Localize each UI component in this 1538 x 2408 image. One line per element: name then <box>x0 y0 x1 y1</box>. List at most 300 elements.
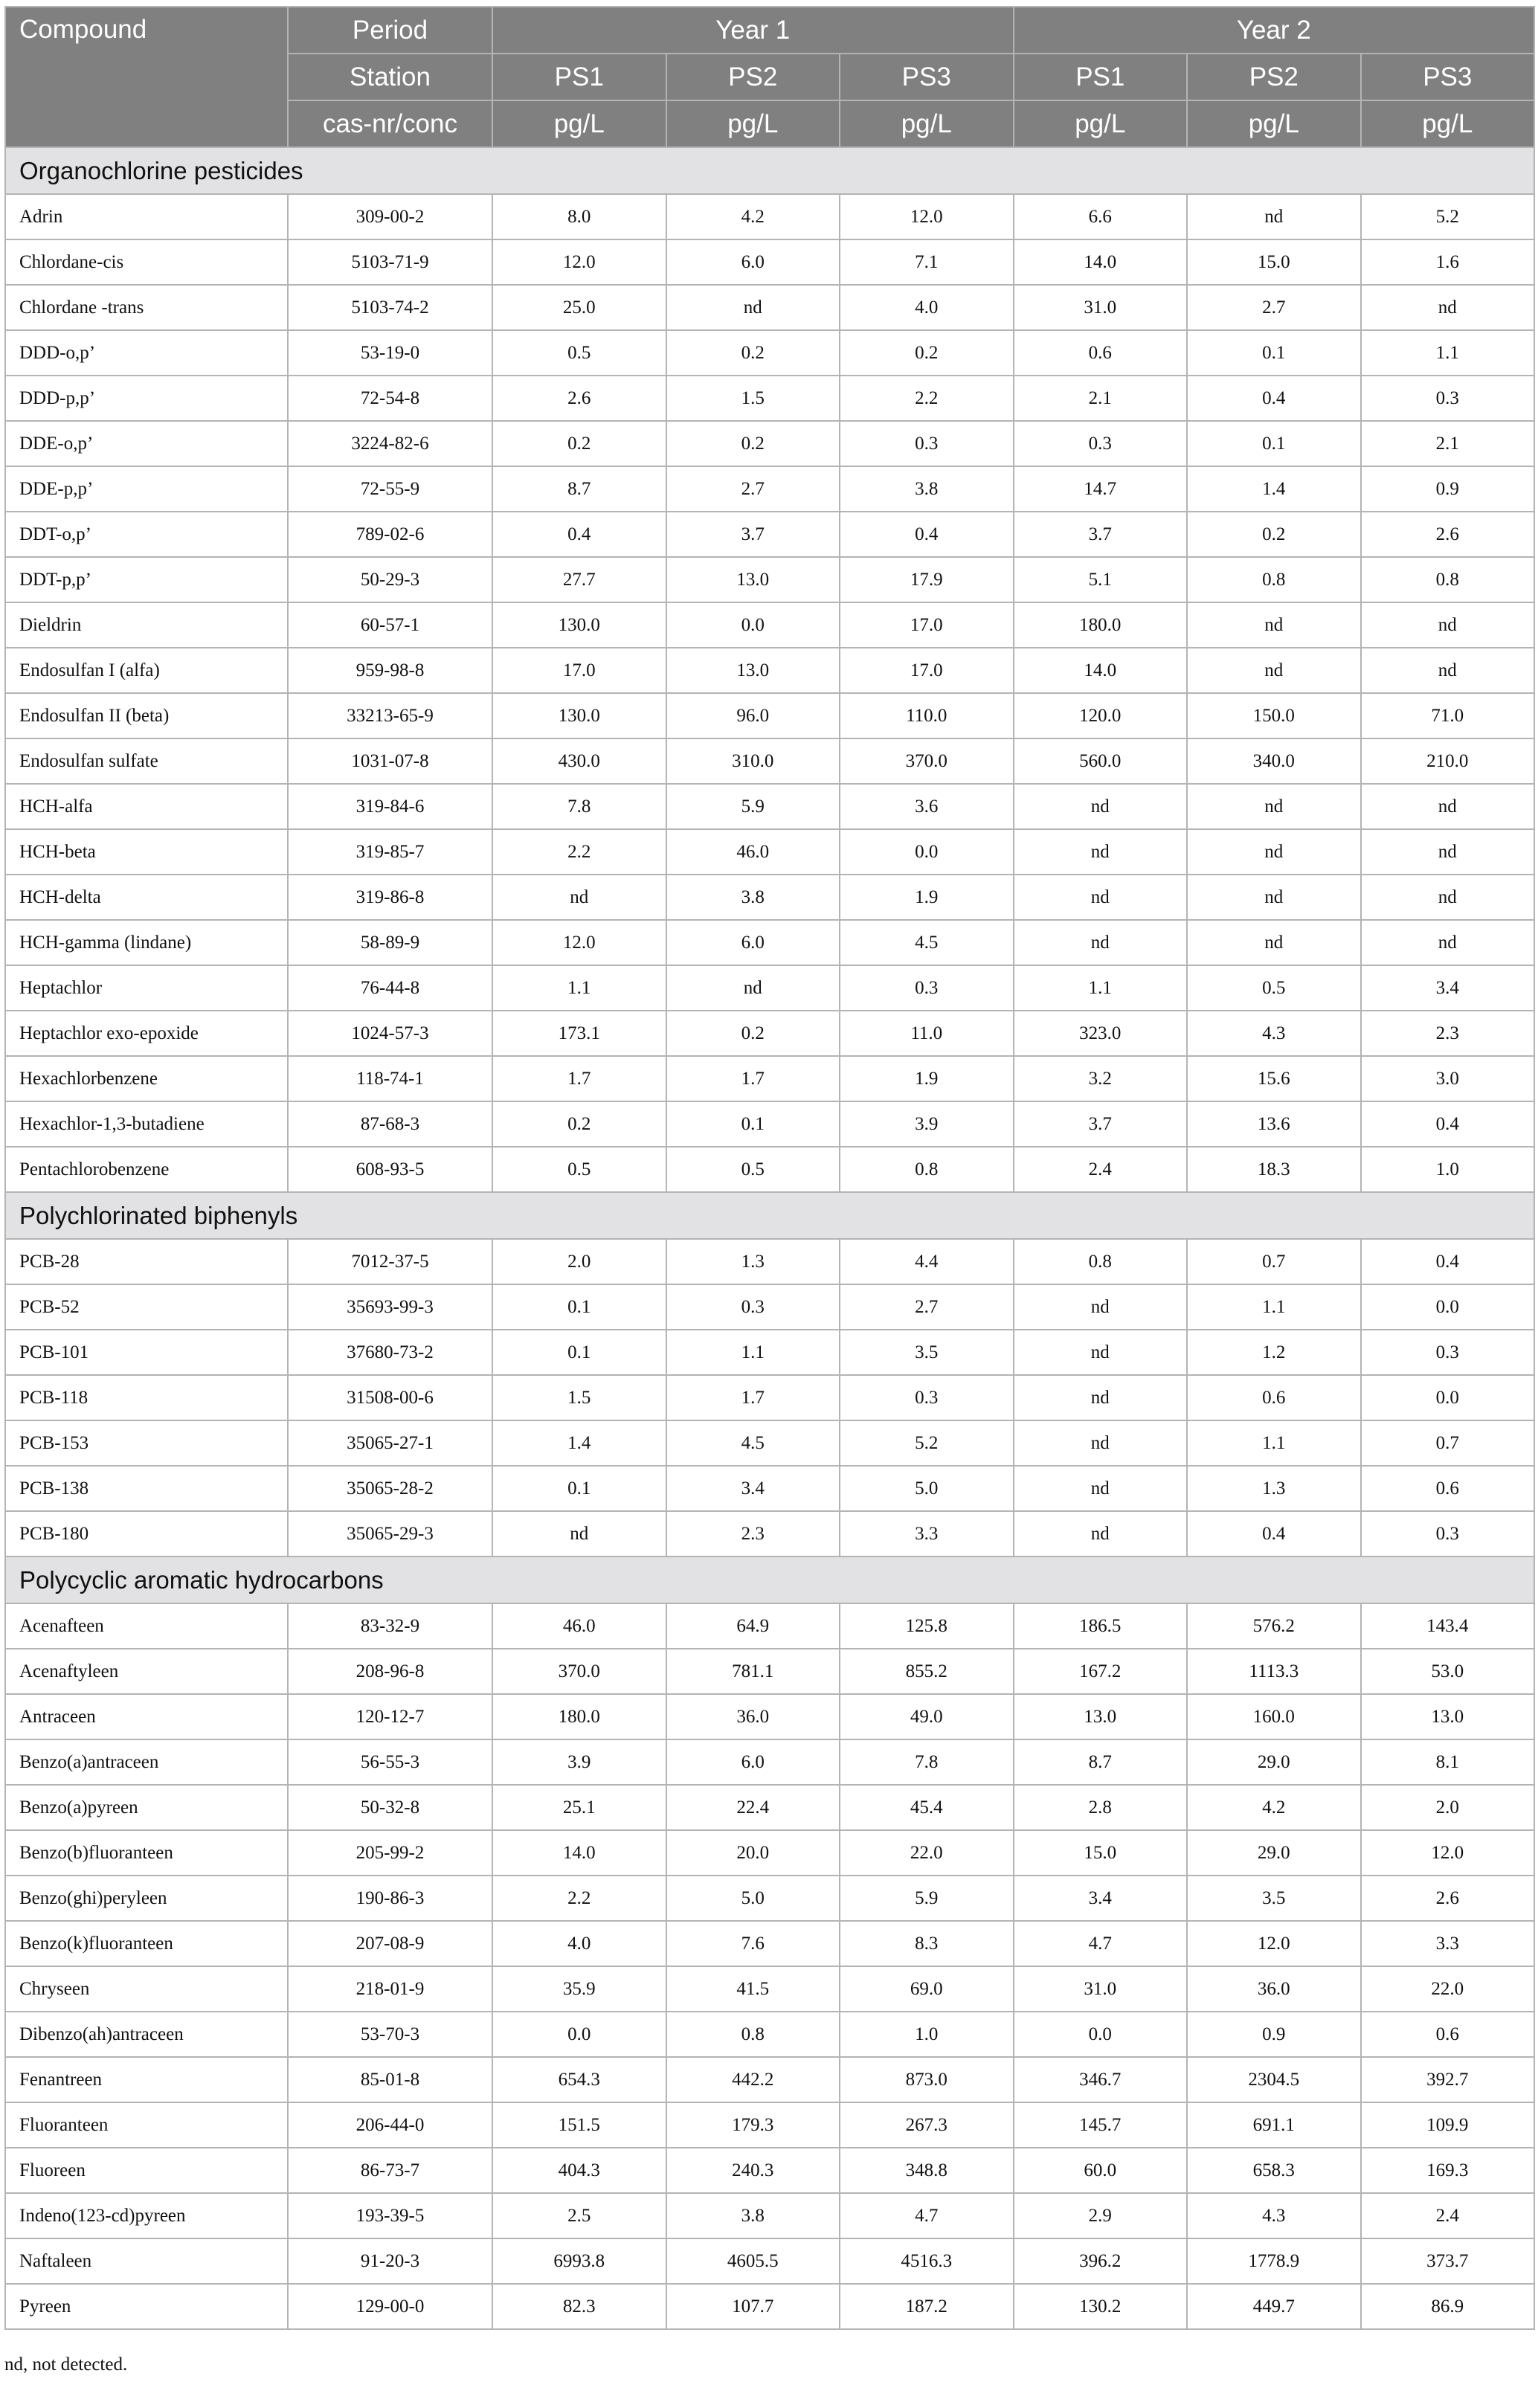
concentration-cell: 186.5 <box>1014 1603 1188 1649</box>
concentration-cell: 691.1 <box>1187 2102 1361 2148</box>
concentration-cell: 96.0 <box>666 693 840 738</box>
concentration-cell: 20.0 <box>666 1830 840 1876</box>
concentration-cell: 4.0 <box>840 285 1014 330</box>
concentration-cell: 0.1 <box>492 1466 666 1511</box>
concentration-cell: 120.0 <box>1014 693 1188 738</box>
table-row <box>5 1011 1534 1056</box>
concentration-cell: nd <box>1014 1375 1188 1420</box>
concentration-cell: 3.7 <box>666 512 840 557</box>
cas-number-cell: 60-57-1 <box>288 602 492 648</box>
cas-number-cell: 58-89-9 <box>288 920 492 965</box>
concentration-cell: 873.0 <box>840 2057 1014 2102</box>
table-row <box>5 1739 1534 1785</box>
table-row <box>5 194 1534 239</box>
concentration-cell: nd <box>1361 648 1535 693</box>
concentration-cell: 2.0 <box>1361 1785 1535 1830</box>
table-row <box>5 1284 1534 1330</box>
concentration-cell: 14.7 <box>1014 466 1188 512</box>
section-row <box>5 147 1534 194</box>
concentration-cell: 173.1 <box>492 1011 666 1056</box>
header-unit-y1-ps2: pg/L <box>666 100 840 147</box>
concentration-cell: 17.0 <box>840 602 1014 648</box>
concentration-cell: 1.5 <box>492 1375 666 1420</box>
concentration-cell: 1.0 <box>1361 1147 1535 1192</box>
table-row <box>5 648 1534 693</box>
concentration-cell: 15.6 <box>1187 1056 1361 1101</box>
cas-number-cell: 7012-37-5 <box>288 1239 492 1284</box>
concentration-cell: 4.3 <box>1187 1011 1361 1056</box>
concentration-cell: 167.2 <box>1014 1649 1188 1694</box>
concentration-cell: 169.3 <box>1361 2148 1535 2193</box>
concentration-cell: 0.2 <box>666 1011 840 1056</box>
table-row <box>5 1921 1534 1966</box>
concentration-cell: 0.1 <box>492 1330 666 1375</box>
compound-name-cell: Benzo(k)fluoranteen <box>5 1921 288 1966</box>
concentration-cell: 0.6 <box>1014 330 1188 376</box>
table-row <box>5 1694 1534 1739</box>
concentration-cell: 267.3 <box>840 2102 1014 2148</box>
compound-name-cell: Hexachlor-1,3-butadiene <box>5 1101 288 1147</box>
table-row <box>5 829 1534 875</box>
concentration-cell: 0.8 <box>1014 1239 1188 1284</box>
concentration-cell: 60.0 <box>1014 2148 1188 2193</box>
concentration-cell: 12.0 <box>1187 1921 1361 1966</box>
table-row <box>5 330 1534 376</box>
concentration-cell: 2.6 <box>1361 1876 1535 1921</box>
header-station: Station <box>288 54 492 100</box>
concentration-cell: 7.8 <box>840 1739 1014 1785</box>
table-row <box>5 1785 1534 1830</box>
compound-name-cell: PCB-118 <box>5 1375 288 1420</box>
concentration-cell: 2.7 <box>1187 285 1361 330</box>
concentration-cell: 2.2 <box>492 1876 666 1921</box>
table-row <box>5 965 1534 1011</box>
concentration-cell: nd <box>1187 829 1361 875</box>
concentration-cell: 180.0 <box>1014 602 1188 648</box>
compound-name-cell: Benzo(a)antraceen <box>5 1739 288 1785</box>
concentration-cell: 5.0 <box>840 1466 1014 1511</box>
table-row <box>5 875 1534 920</box>
concentration-cell: 0.2 <box>840 330 1014 376</box>
concentration-cell: nd <box>1361 875 1535 920</box>
concentration-cell: 0.3 <box>1361 1511 1535 1556</box>
concentration-cell: 5.2 <box>840 1420 1014 1466</box>
concentration-cell: 1.1 <box>1187 1284 1361 1330</box>
concentration-cell: 0.6 <box>1361 1466 1535 1511</box>
concentration-cell: 2.3 <box>1361 1011 1535 1056</box>
table-row <box>5 1830 1534 1876</box>
concentration-cell: 6.6 <box>1014 194 1188 239</box>
compound-name-cell: PCB-138 <box>5 1466 288 1511</box>
compound-name-cell: DDE-o,p’ <box>5 421 288 466</box>
concentration-cell: 3.8 <box>666 875 840 920</box>
section-title: Organochlorine pesticides <box>5 147 1534 194</box>
concentration-cell: 346.7 <box>1014 2057 1188 2102</box>
concentration-cell: nd <box>1187 602 1361 648</box>
table-row <box>5 1511 1534 1556</box>
concentration-cell: 0.2 <box>1187 512 1361 557</box>
concentration-cell: 396.2 <box>1014 2238 1188 2284</box>
table-row <box>5 693 1534 738</box>
concentration-cell: 0.4 <box>1361 1101 1535 1147</box>
concentration-cell: 25.1 <box>492 1785 666 1830</box>
concentration-cell: 46.0 <box>492 1603 666 1649</box>
header-row-period <box>5 7 1534 54</box>
compound-name-cell: Heptachlor <box>5 965 288 1011</box>
concentration-cell: 14.0 <box>1014 239 1188 285</box>
cas-number-cell: 85-01-8 <box>288 2057 492 2102</box>
concentration-cell: 29.0 <box>1187 1739 1361 1785</box>
concentration-cell: 71.0 <box>1361 693 1535 738</box>
concentration-cell: 2.8 <box>1014 1785 1188 1830</box>
concentration-cell: nd <box>1361 784 1535 829</box>
compound-name-cell: Fluoranteen <box>5 2102 288 2148</box>
cas-number-cell: 789-02-6 <box>288 512 492 557</box>
compound-name-cell: Benzo(a)pyreen <box>5 1785 288 1830</box>
cas-number-cell: 35693-99-3 <box>288 1284 492 1330</box>
concentration-cell: 1.5 <box>666 376 840 421</box>
header-unit-y1-ps3: pg/L <box>840 100 1014 147</box>
concentration-cell: 0.8 <box>840 1147 1014 1192</box>
concentration-cell: 2.9 <box>1014 2193 1188 2238</box>
table-row <box>5 512 1534 557</box>
compound-name-cell: Dieldrin <box>5 602 288 648</box>
cas-number-cell: 959-98-8 <box>288 648 492 693</box>
compound-name-cell: DDE-p,p’ <box>5 466 288 512</box>
concentration-cell: 35.9 <box>492 1966 666 2012</box>
concentration-cell: 2.1 <box>1014 376 1188 421</box>
concentration-cell: 49.0 <box>840 1694 1014 1739</box>
cas-number-cell: 205-99-2 <box>288 1830 492 1876</box>
cas-number-cell: 118-74-1 <box>288 1056 492 1101</box>
cas-number-cell: 72-55-9 <box>288 466 492 512</box>
concentration-cell: 0.0 <box>492 2012 666 2057</box>
concentration-cell: nd <box>492 875 666 920</box>
concentration-cell: nd <box>1014 920 1188 965</box>
section-row <box>5 1556 1534 1603</box>
cas-number-cell: 53-70-3 <box>288 2012 492 2057</box>
concentration-cell: 45.4 <box>840 1785 1014 1830</box>
concentration-cell: 17.0 <box>492 648 666 693</box>
concentration-cell: 0.3 <box>666 1284 840 1330</box>
compound-name-cell: HCH-alfa <box>5 784 288 829</box>
concentration-cell: 0.2 <box>666 330 840 376</box>
table-row <box>5 285 1534 330</box>
concentration-cell: nd <box>1014 1420 1188 1466</box>
concentration-cell: 0.1 <box>1187 330 1361 376</box>
section-title: Polycyclic aromatic hydrocarbons <box>5 1556 1534 1603</box>
header-station-y1-ps3: PS3 <box>840 54 1014 100</box>
concentration-cell: 0.5 <box>666 1147 840 1192</box>
concentration-cell: 1.4 <box>492 1420 666 1466</box>
concentration-cell: nd <box>666 965 840 1011</box>
concentration-cell: 0.3 <box>1361 1330 1535 1375</box>
concentration-cell: nd <box>1014 1511 1188 1556</box>
table-row <box>5 2057 1534 2102</box>
concentration-cell: 310.0 <box>666 738 840 784</box>
concentration-cell: 29.0 <box>1187 1830 1361 1876</box>
cas-number-cell: 50-29-3 <box>288 557 492 602</box>
concentration-cell: 1.1 <box>1361 330 1535 376</box>
header-unit-y2-ps2: pg/L <box>1187 100 1361 147</box>
cas-number-cell: 1031-07-8 <box>288 738 492 784</box>
concentration-cell: 2.7 <box>666 466 840 512</box>
concentration-cell: 107.7 <box>666 2284 840 2329</box>
concentration-cell: nd <box>1361 602 1535 648</box>
concentration-cell: 654.3 <box>492 2057 666 2102</box>
concentration-cell: 27.7 <box>492 557 666 602</box>
section-row <box>5 1192 1534 1239</box>
table-row <box>5 2284 1534 2329</box>
table-row <box>5 784 1534 829</box>
concentration-cell: 1.1 <box>1187 1420 1361 1466</box>
compound-name-cell: Dibenzo(ah)antraceen <box>5 2012 288 2057</box>
concentration-cell: 1.4 <box>1187 466 1361 512</box>
concentration-cell: 1.1 <box>1014 965 1188 1011</box>
cas-number-cell: 193-39-5 <box>288 2193 492 2238</box>
compound-name-cell: Adrin <box>5 194 288 239</box>
concentration-cell: 64.9 <box>666 1603 840 1649</box>
compound-name-cell: Fluoreen <box>5 2148 288 2193</box>
concentration-cell: 373.7 <box>1361 2238 1535 2284</box>
concentration-cell: 36.0 <box>1187 1966 1361 2012</box>
concentration-cell: 13.0 <box>1014 1694 1188 1739</box>
concentration-cell: 1.1 <box>666 1330 840 1375</box>
concentration-cell: 0.8 <box>1187 557 1361 602</box>
concentration-cell: 2.1 <box>1361 421 1535 466</box>
concentration-cell: 8.1 <box>1361 1739 1535 1785</box>
concentration-cell: 3.7 <box>1014 1101 1188 1147</box>
cas-number-cell: 319-84-6 <box>288 784 492 829</box>
compound-name-cell: PCB-28 <box>5 1239 288 1284</box>
concentration-cell: 145.7 <box>1014 2102 1188 2148</box>
concentration-cell: 130.2 <box>1014 2284 1188 2329</box>
table-header <box>5 7 1534 147</box>
concentration-cell: 8.3 <box>840 1921 1014 1966</box>
concentration-cell: nd <box>1014 875 1188 920</box>
concentration-cell: 3.2 <box>1014 1056 1188 1101</box>
table-row <box>5 421 1534 466</box>
concentration-cell: 0.3 <box>1361 376 1535 421</box>
header-year1: Year 1 <box>492 7 1014 54</box>
concentration-cell: 442.2 <box>666 2057 840 2102</box>
concentration-cell: 7.1 <box>840 239 1014 285</box>
concentration-cell: nd <box>1014 1466 1188 1511</box>
cas-number-cell: 86-73-7 <box>288 2148 492 2193</box>
concentration-cell: 22.4 <box>666 1785 840 1830</box>
concentration-cell: nd <box>1361 920 1535 965</box>
concentration-cell: 0.6 <box>1187 1375 1361 1420</box>
table-row <box>5 376 1534 421</box>
table-row <box>5 2102 1534 2148</box>
table-row <box>5 920 1534 965</box>
concentration-cell: 69.0 <box>840 1966 1014 2012</box>
cas-number-cell: 35065-28-2 <box>288 1466 492 1511</box>
concentration-cell: 18.3 <box>1187 1147 1361 1192</box>
header-compound: Compound <box>5 7 288 147</box>
cas-number-cell: 33213-65-9 <box>288 693 492 738</box>
concentration-cell: 4516.3 <box>840 2238 1014 2284</box>
cas-number-cell: 5103-74-2 <box>288 285 492 330</box>
concentration-cell: 0.5 <box>1187 965 1361 1011</box>
header-station-y2-ps2: PS2 <box>1187 54 1361 100</box>
cas-number-cell: 56-55-3 <box>288 1739 492 1785</box>
concentration-cell: 0.0 <box>840 829 1014 875</box>
concentration-cell: 0.4 <box>492 512 666 557</box>
compound-name-cell: Benzo(ghi)peryleen <box>5 1876 288 1921</box>
table-row <box>5 1603 1534 1649</box>
header-station-y1-ps1: PS1 <box>492 54 666 100</box>
concentration-cell: 1.3 <box>666 1239 840 1284</box>
concentration-cell: 6.0 <box>666 239 840 285</box>
concentration-cell: 4.5 <box>666 1420 840 1466</box>
concentration-cell: 12.0 <box>1361 1830 1535 1876</box>
section-title: Polychlorinated biphenyls <box>5 1192 1534 1239</box>
concentration-cell: nd <box>666 285 840 330</box>
cas-number-cell: 35065-27-1 <box>288 1420 492 1466</box>
concentration-cell: 180.0 <box>492 1694 666 1739</box>
table-row <box>5 602 1534 648</box>
concentration-cell: 0.8 <box>1361 557 1535 602</box>
concentration-cell: 0.0 <box>1361 1284 1535 1330</box>
cas-number-cell: 208-96-8 <box>288 1649 492 1694</box>
compound-name-cell: Chlordane-cis <box>5 239 288 285</box>
table-row <box>5 1649 1534 1694</box>
concentration-cell: 17.0 <box>840 648 1014 693</box>
concentration-cell: 3.3 <box>1361 1921 1535 1966</box>
compound-name-cell: Endosulfan I (alfa) <box>5 648 288 693</box>
concentration-cell: 13.0 <box>666 557 840 602</box>
table-row <box>5 2238 1534 2284</box>
cas-number-cell: 31508-00-6 <box>288 1375 492 1420</box>
header-station-y2-ps3: PS3 <box>1361 54 1535 100</box>
concentration-cell: 4605.5 <box>666 2238 840 2284</box>
concentration-cell: 0.9 <box>1187 2012 1361 2057</box>
concentration-cell: 0.9 <box>1361 466 1535 512</box>
cas-number-cell: 83-32-9 <box>288 1603 492 1649</box>
concentration-cell: 2.6 <box>1361 512 1535 557</box>
concentration-cell: 4.2 <box>1187 1785 1361 1830</box>
cas-number-cell: 309-00-2 <box>288 194 492 239</box>
concentration-cell: 2.5 <box>492 2193 666 2238</box>
concentration-cell: 3.7 <box>1014 512 1188 557</box>
concentration-cell: 0.4 <box>1187 1511 1361 1556</box>
cas-number-cell: 608-93-5 <box>288 1147 492 1192</box>
cas-number-cell: 319-85-7 <box>288 829 492 875</box>
concentration-cell: 12.0 <box>840 194 1014 239</box>
concentration-cell: 430.0 <box>492 738 666 784</box>
table-row <box>5 239 1534 285</box>
concentration-cell: nd <box>1187 920 1361 965</box>
concentration-cell: 0.0 <box>1014 2012 1188 2057</box>
concentration-cell: 855.2 <box>840 1649 1014 1694</box>
concentration-cell: 3.8 <box>666 2193 840 2238</box>
concentration-cell: 13.0 <box>666 648 840 693</box>
concentration-cell: 0.0 <box>1361 1375 1535 1420</box>
concentration-cell: nd <box>1014 1330 1188 1375</box>
concentration-cell: 8.7 <box>492 466 666 512</box>
concentration-cell: 143.4 <box>1361 1603 1535 1649</box>
concentration-cell: 449.7 <box>1187 2284 1361 2329</box>
cas-number-cell: 3224-82-6 <box>288 421 492 466</box>
compound-name-cell: Chryseen <box>5 1966 288 2012</box>
header-casnr: cas-nr/conc <box>288 100 492 147</box>
concentration-cell: nd <box>1187 648 1361 693</box>
concentration-cell: 3.4 <box>1014 1876 1188 1921</box>
cas-number-cell: 1024-57-3 <box>288 1011 492 1056</box>
concentration-cell: 12.0 <box>492 239 666 285</box>
cas-number-cell: 53-19-0 <box>288 330 492 376</box>
concentration-cell: 0.1 <box>492 1284 666 1330</box>
concentration-cell: 1.9 <box>840 875 1014 920</box>
concentration-cell: 370.0 <box>840 738 1014 784</box>
header-period: Period <box>288 7 492 54</box>
compound-name-cell: Endosulfan II (beta) <box>5 693 288 738</box>
concentration-cell: 5.1 <box>1014 557 1188 602</box>
concentration-cell: 8.7 <box>1014 1739 1188 1785</box>
concentration-cell: nd <box>1187 875 1361 920</box>
concentration-cell: 2304.5 <box>1187 2057 1361 2102</box>
concentration-cell: 3.5 <box>1187 1876 1361 1921</box>
concentration-cell: 4.0 <box>492 1921 666 1966</box>
cas-number-cell: 91-20-3 <box>288 2238 492 2284</box>
header-year2: Year 2 <box>1014 7 1535 54</box>
concentration-cell: 0.4 <box>840 512 1014 557</box>
concentration-cell: 0.5 <box>492 1147 666 1192</box>
concentration-cell: 3.8 <box>840 466 1014 512</box>
concentration-cell: 4.3 <box>1187 2193 1361 2238</box>
concentration-cell: 5.9 <box>666 784 840 829</box>
concentration-cell: 7.6 <box>666 1921 840 1966</box>
table-row <box>5 738 1534 784</box>
concentration-cell: 6993.8 <box>492 2238 666 2284</box>
concentration-cell: 210.0 <box>1361 738 1535 784</box>
cas-number-cell: 37680-73-2 <box>288 1330 492 1375</box>
table-row <box>5 1876 1534 1921</box>
concentration-cell: nd <box>1014 1284 1188 1330</box>
concentration-cell: 130.0 <box>492 602 666 648</box>
concentration-cell: 0.7 <box>1187 1239 1361 1284</box>
concentration-cell: 160.0 <box>1187 1694 1361 1739</box>
concentration-cell: 15.0 <box>1187 239 1361 285</box>
concentration-cell: 0.8 <box>666 2012 840 2057</box>
compound-name-cell: Acenafteen <box>5 1603 288 1649</box>
concentration-cell: 109.9 <box>1361 2102 1535 2148</box>
cas-number-cell: 87-68-3 <box>288 1101 492 1147</box>
concentration-cell: 2.0 <box>492 1239 666 1284</box>
concentration-cell: 1.2 <box>1187 1330 1361 1375</box>
compound-name-cell: HCH-delta <box>5 875 288 920</box>
concentration-cell: 370.0 <box>492 1649 666 1694</box>
cas-number-cell: 129-00-0 <box>288 2284 492 2329</box>
concentration-cell: 13.0 <box>1361 1694 1535 1739</box>
footnote: nd, not detected. <box>4 2354 128 2375</box>
concentration-cell: 5.0 <box>666 1876 840 1921</box>
concentration-cell: 0.4 <box>1187 376 1361 421</box>
concentration-cell: 5.2 <box>1361 194 1535 239</box>
cas-number-cell: 319-86-8 <box>288 875 492 920</box>
table-row <box>5 557 1534 602</box>
concentration-cell: 340.0 <box>1187 738 1361 784</box>
table-container <box>4 6 1534 2330</box>
cas-number-cell: 50-32-8 <box>288 1785 492 1830</box>
concentration-cell: 392.7 <box>1361 2057 1535 2102</box>
concentration-cell: 130.0 <box>492 693 666 738</box>
compound-name-cell: DDD-o,p’ <box>5 330 288 376</box>
concentration-cell: 53.0 <box>1361 1649 1535 1694</box>
compound-name-cell: DDD-p,p’ <box>5 376 288 421</box>
compound-name-cell: Endosulfan sulfate <box>5 738 288 784</box>
